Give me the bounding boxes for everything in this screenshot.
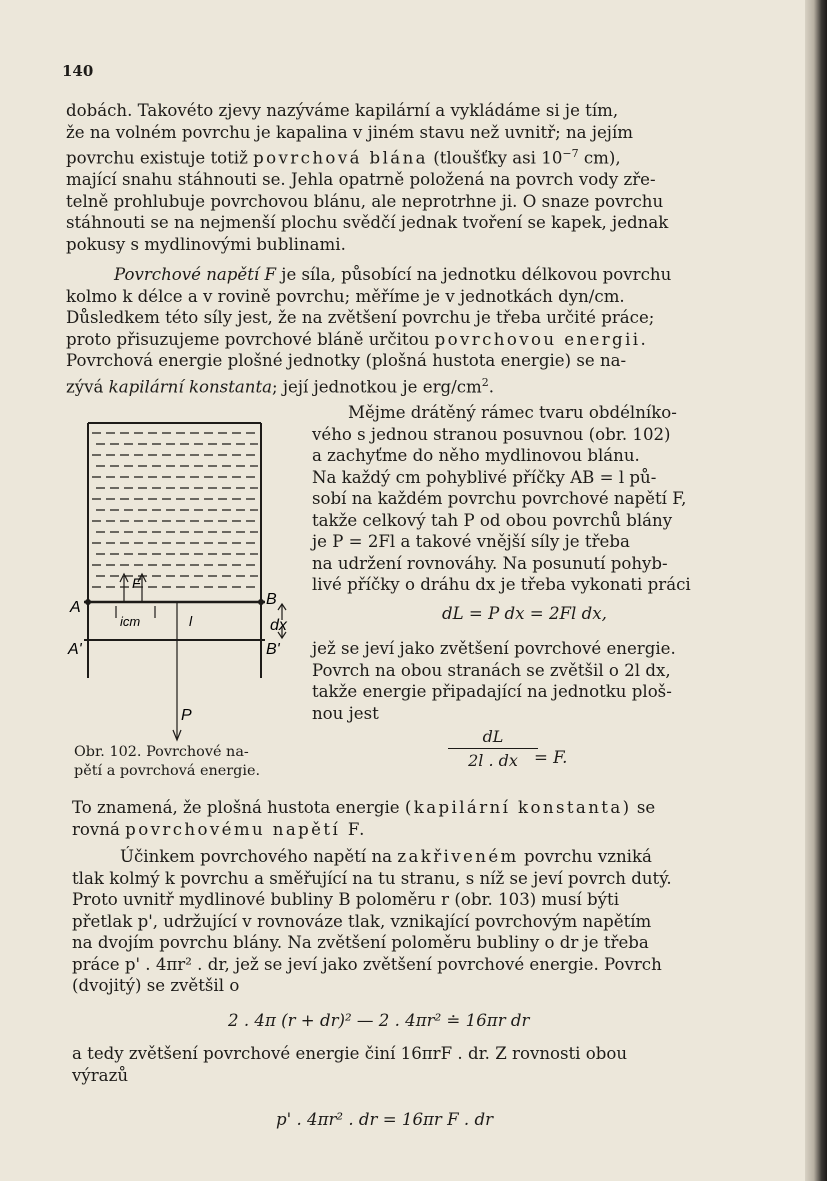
text-line: stáhnouti se na nejmenší plochu svědčí jednak tvoření se kapek, jednak	[66, 213, 669, 233]
text-line: tlak kolmý k povrchu a směřující na tu stranu, s níž se jeví povrch dutý.	[72, 868, 672, 888]
text-line: livé příčky o dráhu dx je třeba vykonati práci	[312, 575, 691, 594]
text-line: přetlak p', udržující v rovnováze tlak, vznikající povrchovým napětím	[72, 911, 652, 931]
term-capillary-constant: kapilární konstanta	[108, 377, 273, 397]
label-A: A	[70, 599, 81, 616]
equation-energy-density: dL 2l . dx	[448, 727, 538, 770]
text-line: proto přisuzujeme povrchové bláně určitou povrchovou energii.	[66, 329, 649, 349]
equation-pressure-balance: p' . 4πr² . dr = 16πr F . dr	[276, 1110, 494, 1129]
spaced-term: povrchová blána	[253, 148, 428, 168]
label-icm: icm	[120, 614, 141, 629]
term-surface-tension: Povrchové napětí F	[114, 265, 277, 284]
text-line: Účinkem povrchového napětí na zakřiveném povrchu vzniká	[120, 847, 652, 866]
paragraph-5	[72, 797, 712, 840]
text-line: nou jest	[312, 703, 379, 723]
paragraph-4	[312, 638, 712, 724]
text-line: práce p' . 4πr² . dr, jež se jeví jako zvětšení povrchové energie. Povrch	[72, 954, 662, 974]
text-line: Na každý cm pohyblivé příčky AB = l pů-	[312, 467, 657, 487]
text-line: takže celkový tah P od obou povrchů blány	[312, 510, 673, 530]
figure-caption: Obr. 102. Povrchové na- pětí a povrchová energie.	[74, 744, 261, 779]
text-line: Proto uvnitř mydlinové bubliny B poloměru r (obr. 103) musí býti	[72, 890, 620, 909]
page-number: 140	[62, 62, 94, 80]
label-P: P	[181, 707, 192, 724]
text-line: výrazů	[72, 1065, 129, 1085]
equation-energy-density-rhs: = F.	[534, 748, 568, 767]
text-line: telně prohlubuje povrchovou blánu, ale neprotrhne ji. O snaze povrchu	[66, 191, 664, 211]
text-line: a tedy zvětšení povrchové energie činí 16πrF . dr. Z rovnosti obou	[72, 1044, 628, 1063]
text-line: na dvojím povrchu blány. Na zvětšení poloměru bubliny o dr je třeba	[72, 933, 649, 952]
text-line: Mějme drátěný rámec tvaru obdélníko-	[348, 403, 677, 422]
paragraph-7	[72, 1043, 712, 1086]
text-line: takže energie připadající na jednotku ploš-	[312, 682, 672, 701]
text-line: jež se jeví jako zvětšení povrchové energie.	[312, 639, 676, 658]
text-line: dobách. Takovéto zjevy nazýváme kapilární a vykládáme si je tím,	[66, 101, 619, 120]
label-A-prime: A'	[68, 641, 82, 658]
text-line: vého s jednou stranou posuvnou (obr. 102)	[312, 424, 671, 444]
paragraph-1	[66, 100, 711, 255]
text-line: (dvojitý) se zvětšil o	[72, 976, 240, 995]
text-line: To znamená, že plošná hustota energie (kapilární konstanta) se	[72, 798, 656, 817]
label-dx: dx	[270, 617, 287, 634]
soap-film	[92, 433, 258, 587]
label-F: F	[132, 575, 141, 591]
label-l: l	[189, 613, 193, 629]
text-line: zývá kapilární konstanta; její jednotkou je erg/$cm^2$.	[66, 375, 495, 397]
text-line: na udržení rovnováhy. Na posunutí pohyb-	[312, 553, 668, 573]
spaced-term: povrchovou energii.	[434, 329, 649, 349]
text-line: kolmo k délce a v rovině povrchu; měříme je v jednotkách dyn/cm.	[66, 286, 625, 306]
text-line: Povrch na obou stranách se zvětšil o 2l dx,	[312, 660, 671, 680]
paragraph-3	[312, 402, 712, 596]
paragraph-2	[66, 264, 711, 398]
text-line: mající snahu stáhnouti se. Jehla opatrně položená na povrch vody zře-	[66, 170, 656, 190]
equation-work: dL = P dx = 2Fl dx,	[442, 604, 607, 623]
text-line: a zachyťme do něho mydlinovou blánu.	[312, 446, 640, 465]
paragraph-6	[72, 846, 712, 997]
label-B-prime: B'	[266, 641, 280, 658]
text-line: pokusy s mydlinovými bublinami.	[66, 234, 346, 254]
text-line: Povrchová energie plošné jednotky (plošná hustota energie) se na-	[66, 351, 627, 370]
text-line: rovná povrchovému napětí F.	[72, 819, 367, 839]
label-B: B	[266, 591, 277, 608]
text-line: sobí na každém povrchu povrchové napětí F,	[312, 489, 687, 508]
figure-102	[60, 408, 300, 743]
text-line: že na volném povrchu je kapalina v jiném stavu než uvnitř; na jejím	[66, 122, 633, 142]
text-line: povrchu existuje totiž povrchová blána (tloušťky asi $10^{-7}$ cm),	[66, 147, 621, 168]
text-line: je P = 2Fl a takové vnější síly je třeba	[312, 532, 630, 551]
page-edge-shadow	[805, 0, 827, 1181]
equation-surface-increase: 2 . 4π (r + dr)² — 2 . 4πr² ≐ 16πr dr	[228, 1011, 530, 1030]
text-line: Důsledkem této síly jest, že na zvětšení povrchu je třeba určité práce;	[66, 308, 655, 327]
text-line: Povrchové napětí F je síla, působící na jednotku délkovou povrchu	[114, 265, 672, 284]
